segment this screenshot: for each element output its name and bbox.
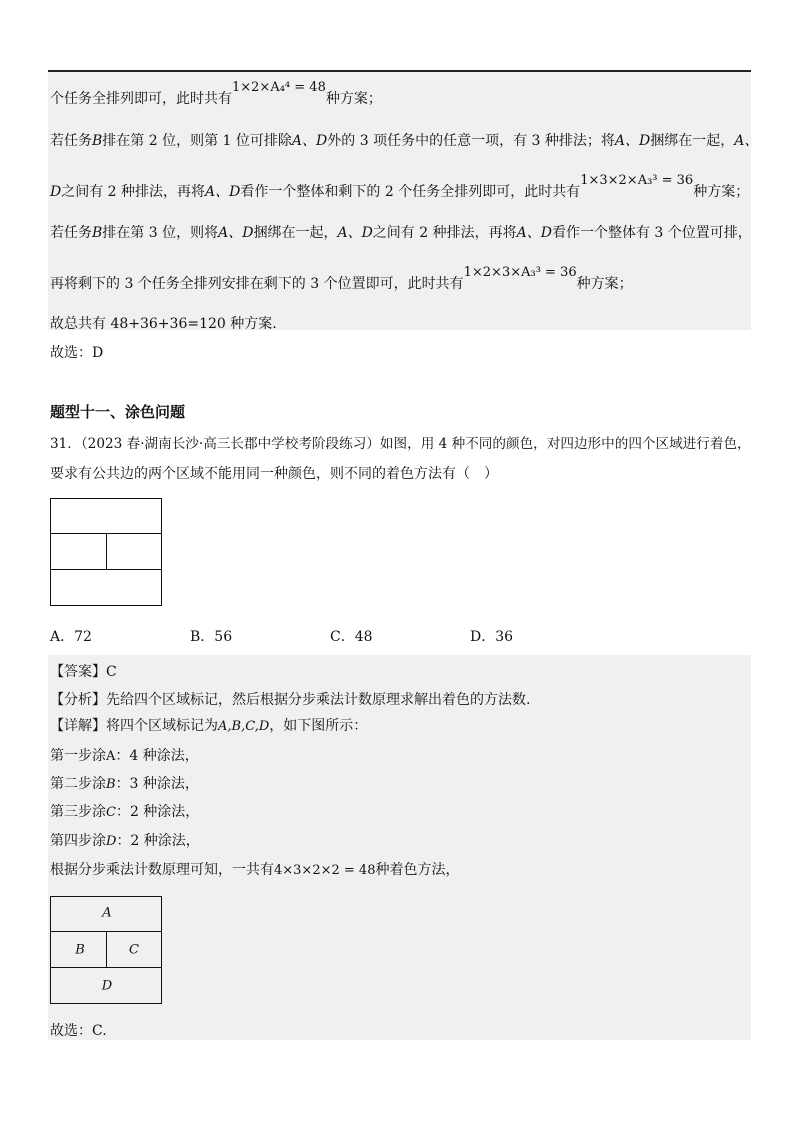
prev-solution-line-5: 再将剩下的 3 个任务全排列安排在剩下的 3 个位置即可，此时共有1×2×3×A₃³ = 36种方案；	[50, 265, 633, 292]
figure-divider-middle	[106, 533, 107, 569]
region-label-a: A	[102, 905, 112, 921]
step-3-line: 第三步涂C：2 种涂法，	[50, 804, 200, 820]
region-labels: A,B,C,D	[218, 719, 270, 734]
figure-divider-bottom	[51, 569, 161, 570]
region-label-d: D	[101, 978, 113, 994]
analysis-line: 【分析】先给四个区域标记，然后根据分步乘法计数原理求解出着色的方法数.	[50, 692, 531, 708]
question-stem-line-2: 要求有公共边的两个区域不能用同一种颜色，则不同的着色方法有（ ）	[50, 466, 498, 482]
figure-divider-middle	[106, 931, 107, 967]
answer-line: 【答案】C	[50, 664, 117, 680]
choice-a: A．72	[50, 629, 92, 645]
total-line: 根据分步乘法计数原理可知，一共有4×3×2×2 = 48种着色方法，	[50, 862, 460, 878]
region-label-b: B	[75, 942, 85, 958]
prev-solution-line-2: 若任务B排在第 2 位，则第 1 位可排除A、D外的 3 项任务中的任意一项，有 3 种排法；将A、D捆绑在一起，A、	[50, 133, 759, 149]
formula-total: 4×3×2×2 = 48	[274, 863, 376, 878]
figure-divider-bottom	[51, 967, 161, 968]
question-stem-line-1: 31．（2023 春·湖南长沙·高三长郡中学校考阶段练习）如图，用 4 种不同的颜色，对四边形中的四个区域进行着色，	[50, 436, 751, 452]
detail-line: 【详解】将四个区域标记为A,B,C,D，如下图所示：	[50, 718, 368, 734]
prev-answer-pick: 故选：D	[50, 345, 104, 361]
prev-solution-line-3: D之间有 2 种排法，再将A、D看作一个整体和剩下的 2 个任务全排列即可，此时共有1×3×2×A₃³ = 36种方案；	[50, 173, 750, 200]
prev-solution-total: 故总共有 48+36+36=120 种方案.	[50, 316, 277, 332]
section-heading: 题型十一、涂色问题	[50, 403, 186, 421]
step-2-line: 第二步涂B：3 种涂法，	[50, 776, 199, 792]
question-figure	[50, 498, 162, 606]
formula-a44: 1×2×A₄⁴ = 48	[232, 80, 326, 95]
solution-figure	[50, 896, 162, 1004]
final-answer-pick: 故选：C.	[50, 1023, 107, 1039]
choice-c: C．48	[330, 629, 373, 645]
formula-a33-first: 1×3×2×A₃³ = 36	[580, 173, 694, 188]
choice-b: B．56	[190, 629, 233, 645]
step-4-line: 第四步涂D：2 种涂法，	[50, 833, 200, 849]
region-label-c: C	[129, 942, 139, 958]
prev-solution-line-1: 个任务全排列即可，此时共有1×2×A₄⁴ = 48种方案；	[50, 80, 382, 107]
choice-d: D．36	[470, 629, 514, 645]
formula-a33-second: 1×2×3×A₃³ = 36	[463, 265, 577, 280]
step-1-line: 第一步涂A：4 种涂法，	[50, 748, 199, 764]
prev-solution-line-4: 若任务B排在第 3 位，则将A、D捆绑在一起，A、D之间有 2 种排法，再将A、D看作一个整体有 3 个位置可排，	[50, 225, 752, 241]
